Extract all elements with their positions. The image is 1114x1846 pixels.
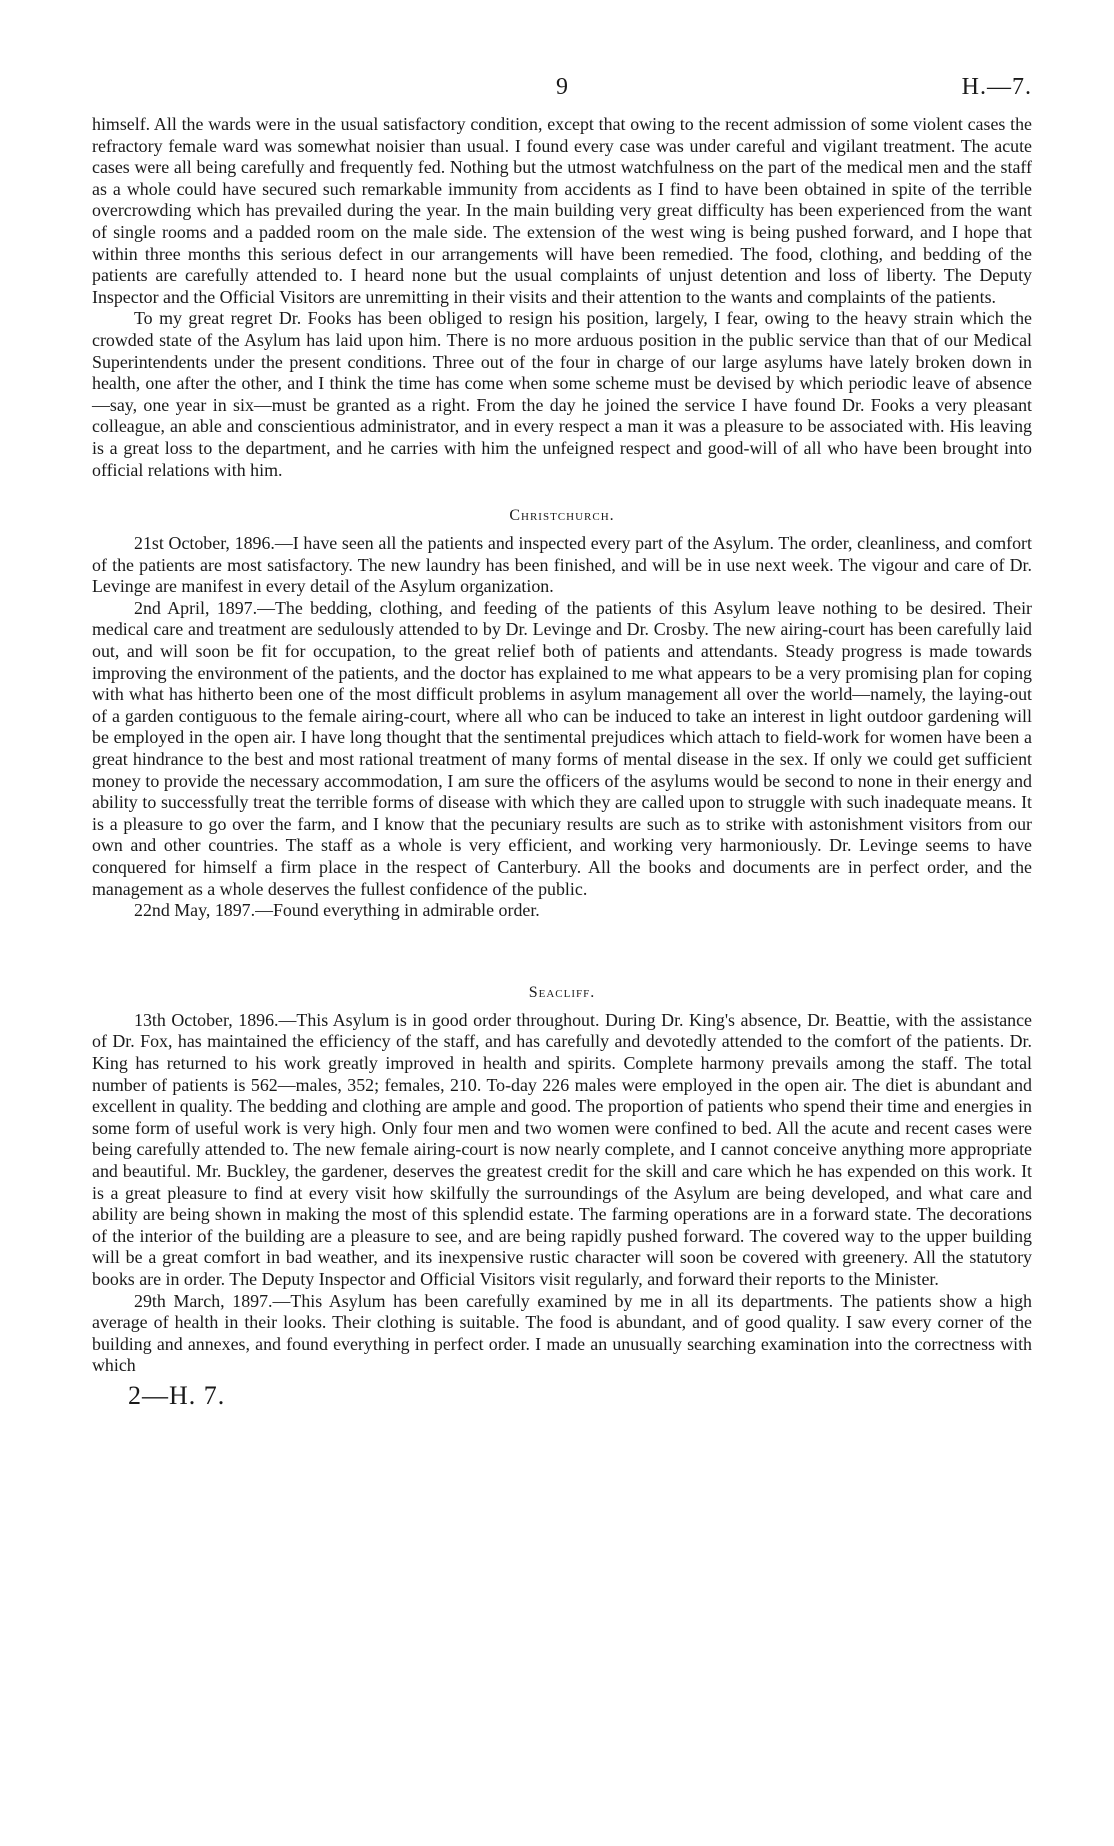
paragraph-dr-fooks: To my great regret Dr. Fooks has been obliged to resign his position, largely, I fear, owing to the heavy strain which the crowded state of the Asylum has laid upon him. There is no more arduous position in the public service than that of our Medical Superintendents under the present conditions. Three out of the four in charge of our large asylums have lately broken down in health, one after the other, and I think the time has come when some scheme must be devised by which periodic leave of absence—say, one year in six—must be granted as a right. From the day he joined the service I have found Dr. Fooks a very pleasant colleague, an able and conscientious administrator, and in every respect a man it was a pleasure to be associated with. His leaving is a great loss to the department, and he carries with him the unfeigned respect and good-will of all who have been brought into official relations with him. <box>92 308 1032 480</box>
section-heading-seacliff: Seacliff. <box>528 983 596 1001</box>
paragraph-christchurch-may-1897: 22nd May, 1897.—Found everything in admirable order. <box>134 900 540 921</box>
page-header <box>92 74 1032 114</box>
document-page <box>92 74 1032 1411</box>
signature-mark: 2—H. 7. <box>128 1380 226 1410</box>
document-reference: H.—7. <box>961 74 1032 100</box>
paragraph-seacliff-march-1897: 29th March, 1897.—This Asylum has been carefully examined by me in all its departments. The patients show a high average of health in their looks. Their clothing is suitable. The food is abundant, and of good quality. I saw every corner of the building and annexes, and found everything in perfect order. I made an unusually searching examination into the correctness with which <box>92 1290 1032 1376</box>
paragraph-christchurch-1896: 21st October, 1896.—I have seen all the patients and inspected every part of the Asylum. The order, cleanliness, and comfort of the patients are most satisfactory. The new laundry has been finished, and will be in use next week. The vigour and care of Dr. Levinge are manifest in every detail of the Asylum organization. <box>92 533 1032 597</box>
section-heading-christchurch: Christchurch. <box>509 507 615 525</box>
paragraph-continuation: himself. All the wards were in the usual satisfactory condition, except that owing to the recent admission of some violent cases the refractory female ward was somewhat noisier than usual. I found every case was under careful and vigilant treatment. The acute cases were all being carefully and frequently fed. Nothing but the utmost watchfulness on the part of the medical men and the staff as a whole could have secured such remarkable immunity from accidents as I find to have been obtained in spite of the terrible overcrowding which has prevailed during the year. In the main building very great difficulty has been experienced from the want of single rooms and a padded room on the male side. The extension of the west wing is being pushed forward, and I hope that within three months this serious defect in our arrangements will have been remedied. The food, clothing, and bedding of the patients are carefully attended to. I heard none but the usual complaints of unjust detention and loss of liberty. The Deputy Inspector and the Official Visitors are unremitting in their visits and their attention to the wants and complaints of the patients. <box>92 114 1032 307</box>
page-number: 9 <box>556 74 568 100</box>
paragraph-christchurch-april-1897: 2nd April, 1897.—The bedding, clothing, and feeding of the patients of this Asylum leave nothing to be desired. Their medical care and treatment are sedulously attended to by Dr. Levinge and Dr. Crosby. The new airing-court has been carefully laid out, and will soon be fit for occupation, to the great relief both of patients and attendants. Steady progress is made towards improving the environment of the patients, and the doctor has explained to me what appears to be a very promising plan for coping with what has hitherto been one of the most difficult problems in asylum management all over the world—namely, the laying-out of a garden contiguous to the female airing-court, where all who can be induced to take an interest in light outdoor gardening will be employed in the open air. I have long thought that the sentimental prejudices which attach to field-work for women have been a great hindrance to the best and most rational treatment of many forms of mental disease in the sex. If only we could get sufficient money to provide the necessary accommodation, I am sure the officers of the asylums would be second to none in their energy and ability to successfully treat the terrible forms of disease with which they are called upon to struggle with such inadequate means. It is a pleasure to go over the farm, and I know that the pecuniary results are such as to strike with astonishment visitors from our own and other countries. The staff as a whole is very efficient, and working very harmoniously. Dr. Levinge seems to have conquered for himself a firm place in the respect of Canterbury. All the books and documents are in perfect order, and the management as a whole deserves the fullest confidence of the public. <box>92 597 1032 899</box>
paragraph-seacliff-1896: 13th October, 1896.—This Asylum is in good order throughout. During Dr. King's absence, Dr. Beattie, with the assistance of Dr. Fox, has maintained the efficiency of the staff, and has carefully and devotedly attended to the comfort of the patients. Dr. King has returned to his work greatly improved in health and spirits. Complete harmony prevails among the staff. The total number of patients is 562—males, 352; females, 210. To-day 226 males were employed in the open air. The diet is abundant and excellent in quality. The bedding and clothing are ample and good. The proportion of patients who spend their time and energies in some form of useful work is very high. Only four men and two women were confined to bed. All the acute and recent cases were being carefully attended to. The new female airing-court is now nearly complete, and I cannot conceive anything more appropriate and beautiful. Mr. Buckley, the gardener, deserves the greatest credit for the skill and care which he has expended on this work. It is a great pleasure to find at every visit how skilfully the surroundings of the Asylum are being developed, and what care and ability are being shown in making the most of this splendid estate. The farming operations are in a forward state. The decorations of the interior of the building are a pleasure to see, and are being rapidly pushed forward. The covered way to the upper building will be a great comfort in bad weather, and its inexpensive rustic character will soon be covered with greenery. All the statutory books are in order. The Deputy Inspector and Official Visitors visit regularly, and forward their reports to the Minister. <box>92 1009 1032 1289</box>
